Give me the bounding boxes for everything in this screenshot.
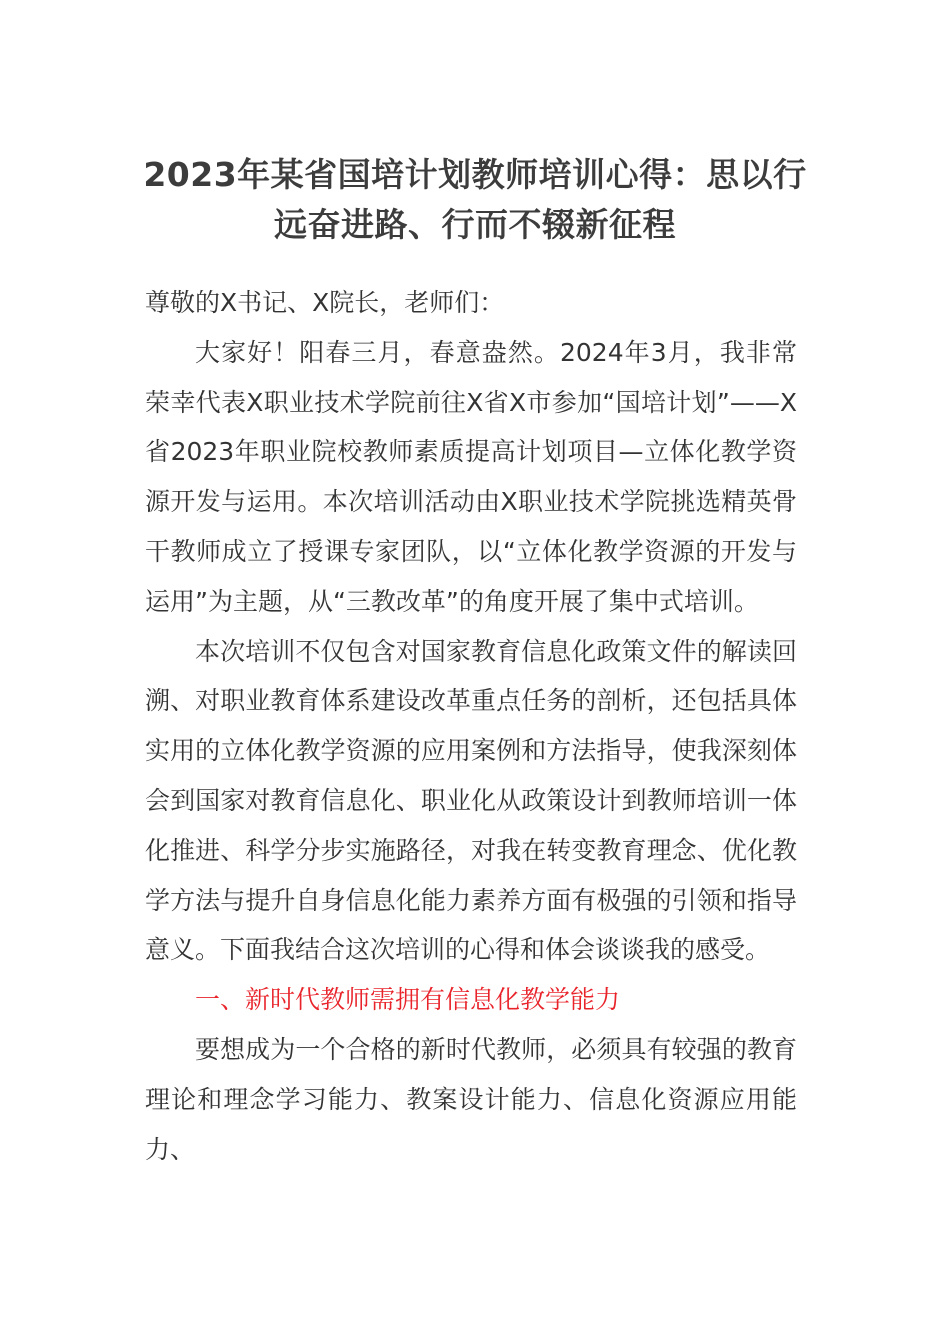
section-paragraph: 要想成为一个合格的新时代教师，必须具有较强的教育理论和理念学习能力、教案设计能力、信息化资源应用能力、 xyxy=(145,1034,797,1164)
document-title: 2023年某省国培计划教师培训心得：思以行远奋进路、行而不辍新征程 xyxy=(143,155,807,244)
section-heading: 一、新时代教师需拥有信息化教学能力 xyxy=(195,985,621,1015)
greeting-line: 尊敬的X书记、X院长，老师们： xyxy=(145,288,505,317)
paragraph-1: 大家好！阳春三月，春意盎然。2024年3月，我非常荣幸代表X职业技术学院前往X省X市参加“国培计划”——X省2023年职业院校教师素质提高计划项目—立体化教学资源开发与运用。本次培训活动由X职业技术学院挑选精英骨干教师成立了授课专家团队，以“立体化教学资源的开发与运用”为主题，从“三教改革”的角度开展了集中式培训。 xyxy=(145,337,797,616)
paragraph-2: 本次培训不仅包含对国家教育信息化政策文件的解读回溯、对职业教育体系建设改革重点任务的剖析，还包括具体实用的立体化教学资源的应用案例和方法指导，使我深刻体会到国家对教育信息化、职业化从政策设计到教师培训一体化推进、科学分步实施路径，对我在转变教育理念、优化教学方法与提升自身信息化能力素养方面有极强的引领和指导意义。下面我结合这次培训的心得和体会谈谈我的感受。 xyxy=(145,636,797,965)
document-body xyxy=(145,278,797,1174)
